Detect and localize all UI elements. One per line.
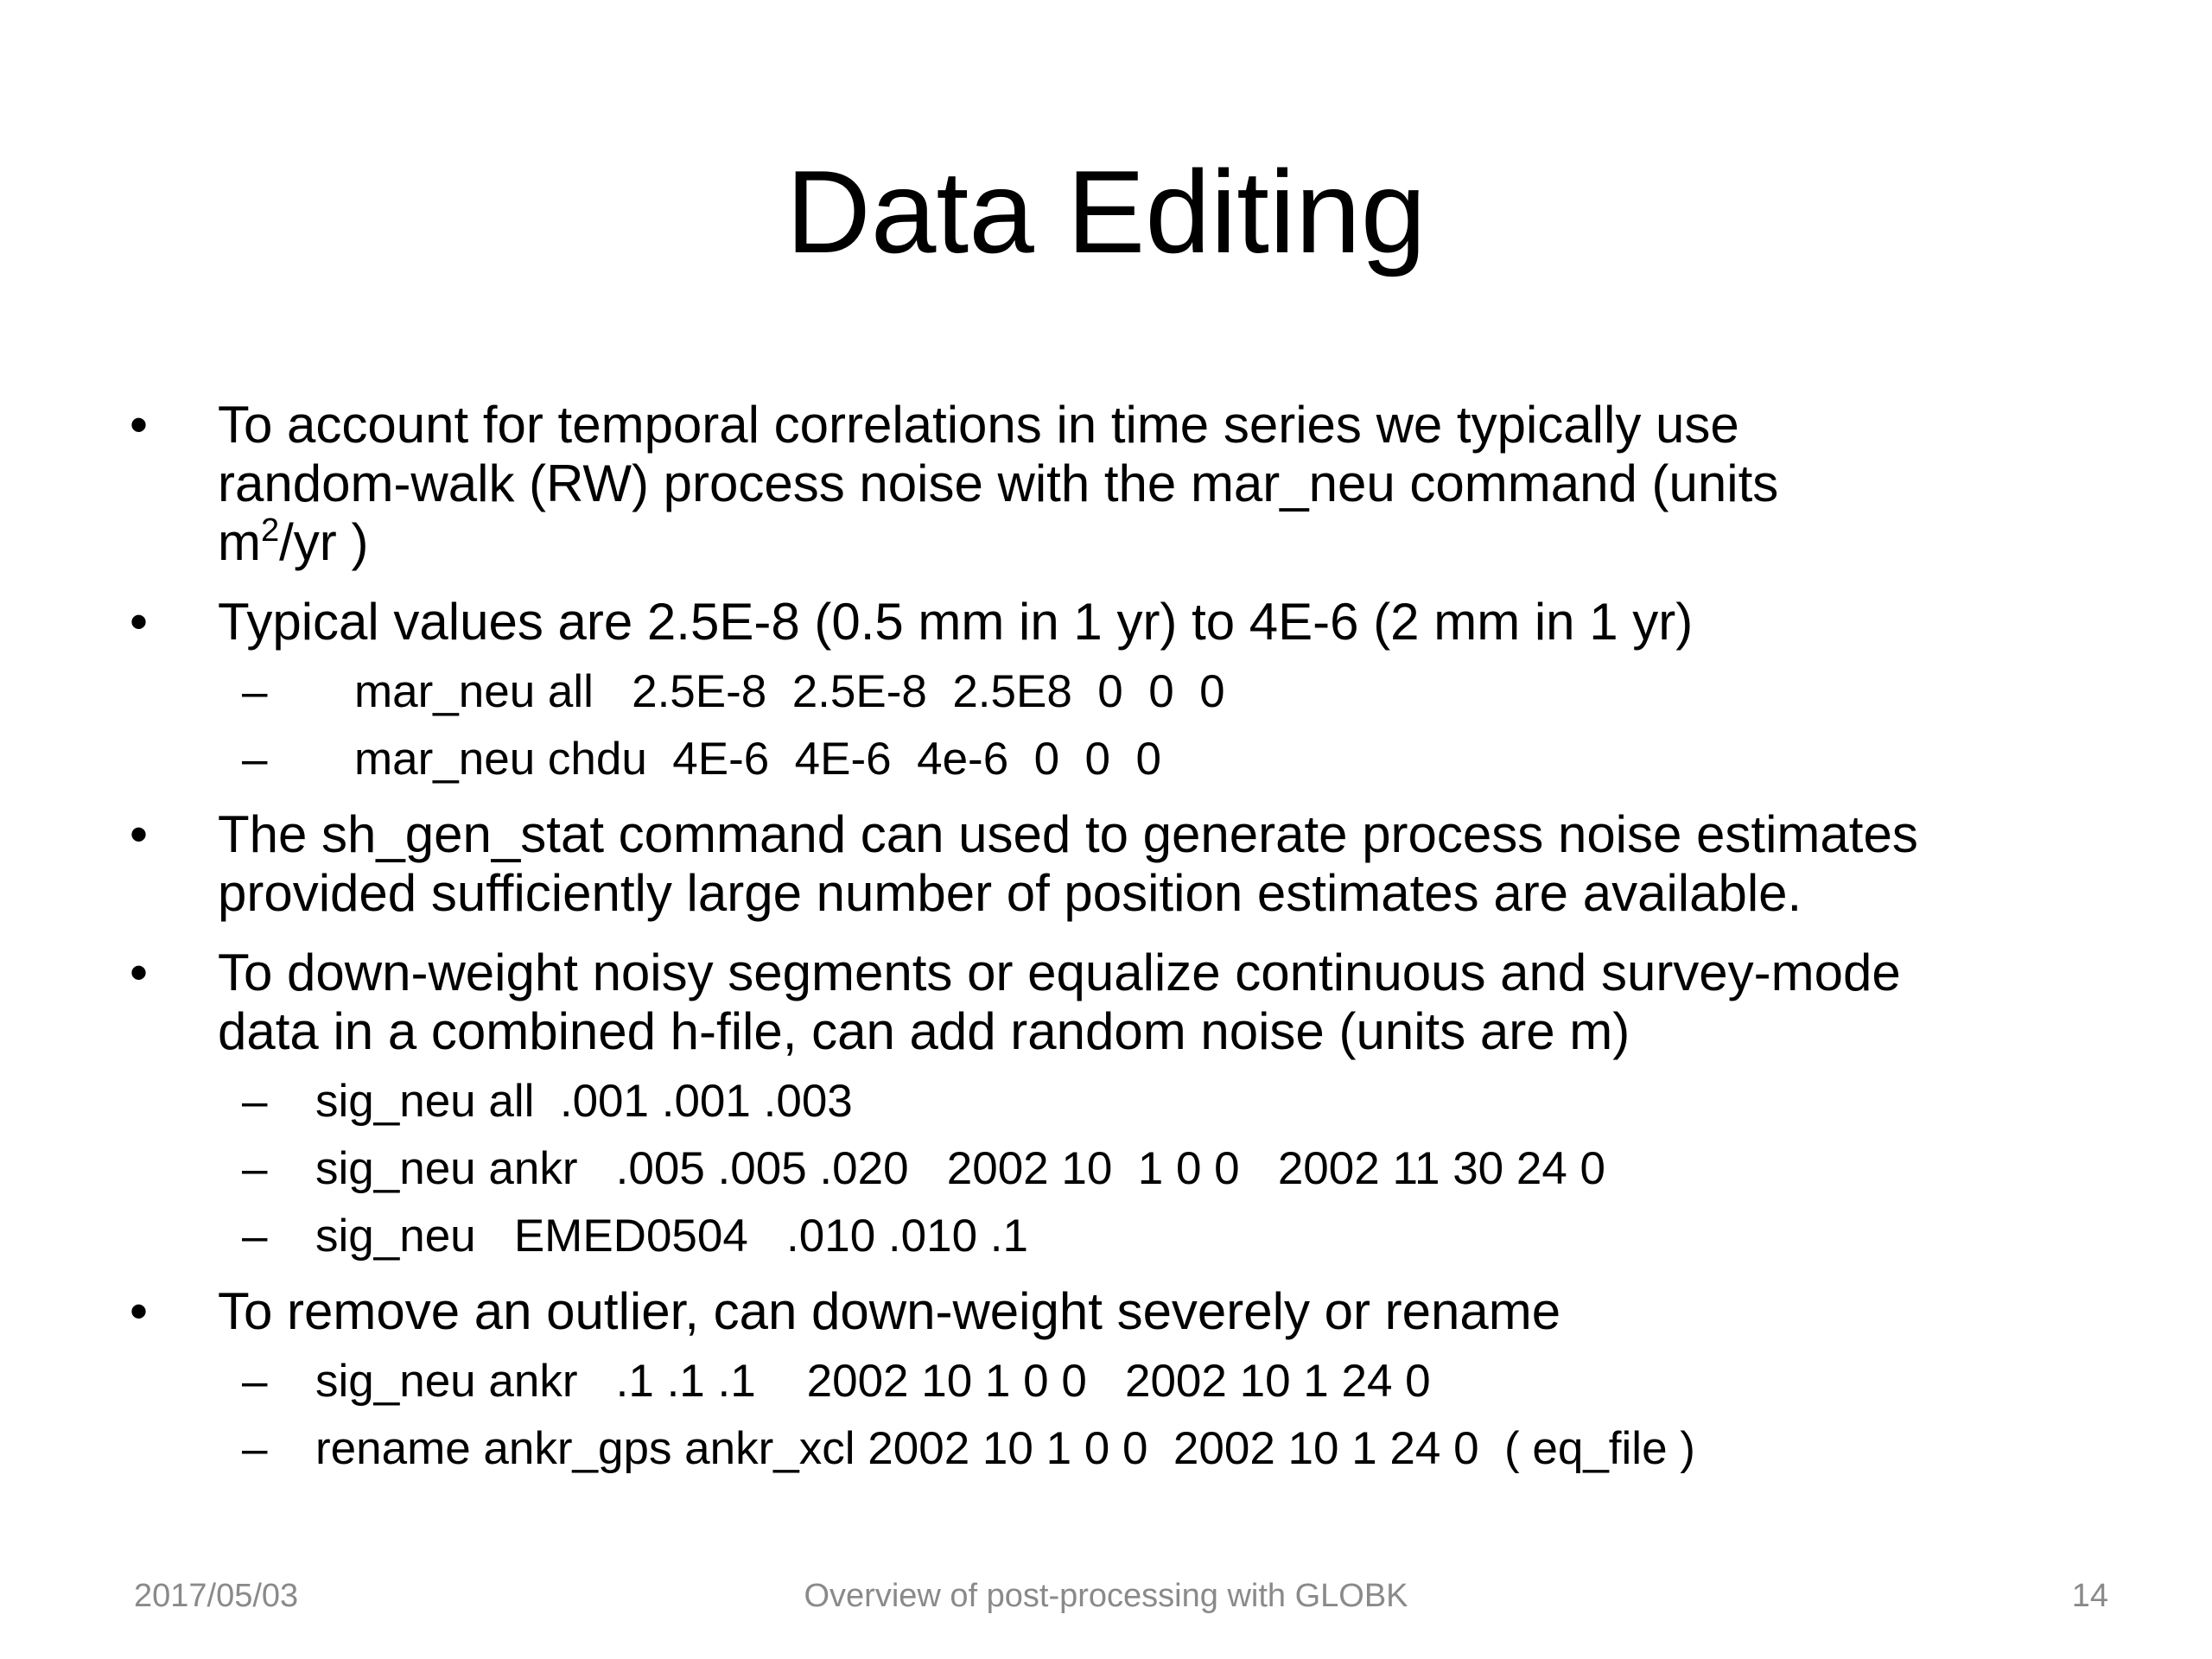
bullet-line: data in a combined h-file, can add random noise (units are m) — [218, 1002, 1630, 1060]
bullet-item — [130, 593, 2117, 652]
slide-title: Data Editing — [785, 146, 1427, 277]
dash-icon: – — [242, 1143, 268, 1194]
dash-icon: – — [242, 1076, 268, 1127]
sub-item — [130, 1422, 2117, 1476]
bullet-item — [130, 1282, 2117, 1341]
dash-icon: – — [242, 1356, 268, 1407]
sub-item — [130, 1075, 2117, 1128]
dash-icon: – — [242, 734, 268, 785]
bullet-icon: • — [130, 805, 149, 863]
sub-item — [130, 1355, 2117, 1408]
sub-item — [130, 665, 2117, 719]
dash-icon: – — [242, 1423, 268, 1474]
sub-item-text: mar_neu chdu 4E-6 4E-6 4e-6 0 0 0 — [354, 734, 1161, 785]
dash-icon: – — [242, 666, 268, 717]
bullet-icon: • — [130, 944, 149, 1001]
bullet-icon: • — [130, 1282, 149, 1340]
bullet-line: To account for temporal correlations in time series we typically use — [218, 396, 1739, 454]
footer-page-number: 14 — [2071, 1578, 2108, 1614]
sub-item — [130, 1142, 2117, 1196]
sub-item-text: sig_neu EMED0504 .010 .010 .1 — [315, 1211, 1028, 1262]
bullet-line-units — [218, 513, 2117, 572]
bullet-icon: • — [130, 593, 149, 651]
dash-icon: – — [242, 1211, 268, 1262]
bullet-item — [130, 944, 2117, 1061]
bullet-line: To down-weight noisy segments or equalize continuous and survey-mode — [218, 944, 1901, 1001]
unit-suffix: /yr ) — [279, 513, 369, 571]
sub-item-text: rename ankr_gps ankr_xcl 2002 10 1 0 0 2002 10 1 24 0 ( eq_file ) — [315, 1423, 1695, 1474]
bullet-line: random-walk (RW) process noise with the mar_neu command (units — [218, 454, 1779, 512]
sub-item — [130, 733, 2117, 786]
bullet-line: To remove an outlier, can down-weight severely or rename — [218, 1282, 1561, 1340]
sub-item-text: sig_neu ankr .005 .005 .020 2002 10 1 0 0 2002 11 30 24 0 — [315, 1143, 1606, 1194]
sub-item-text: sig_neu ankr .1 .1 .1 2002 10 1 0 0 2002 10 1 24 0 — [315, 1356, 1431, 1407]
footer-title: Overview of post-processing with GLOBK — [804, 1578, 1408, 1614]
bullet-icon: • — [130, 396, 149, 454]
sub-item — [130, 1210, 2117, 1263]
bullet-item — [130, 396, 2117, 572]
bullet-line: Typical values are 2.5E-8 (0.5 mm in 1 yr) to 4E-6 (2 mm in 1 yr) — [218, 593, 1694, 651]
footer-date: 2017/05/03 — [134, 1578, 299, 1614]
bullet-item — [130, 805, 2117, 923]
unit-prefix: m — [218, 513, 261, 571]
sub-item-text: mar_neu all 2.5E-8 2.5E-8 2.5E8 0 0 0 — [354, 666, 1225, 717]
slide-content — [130, 396, 2117, 1476]
bullet-line: provided sufficiently large number of position estimates are available. — [218, 864, 1802, 922]
unit-superscript: 2 — [260, 512, 280, 549]
bullet-line: The sh_gen_stat command can used to generate process noise estimates — [218, 805, 1918, 863]
sub-item-text: sig_neu all .001 .001 .003 — [315, 1076, 853, 1127]
